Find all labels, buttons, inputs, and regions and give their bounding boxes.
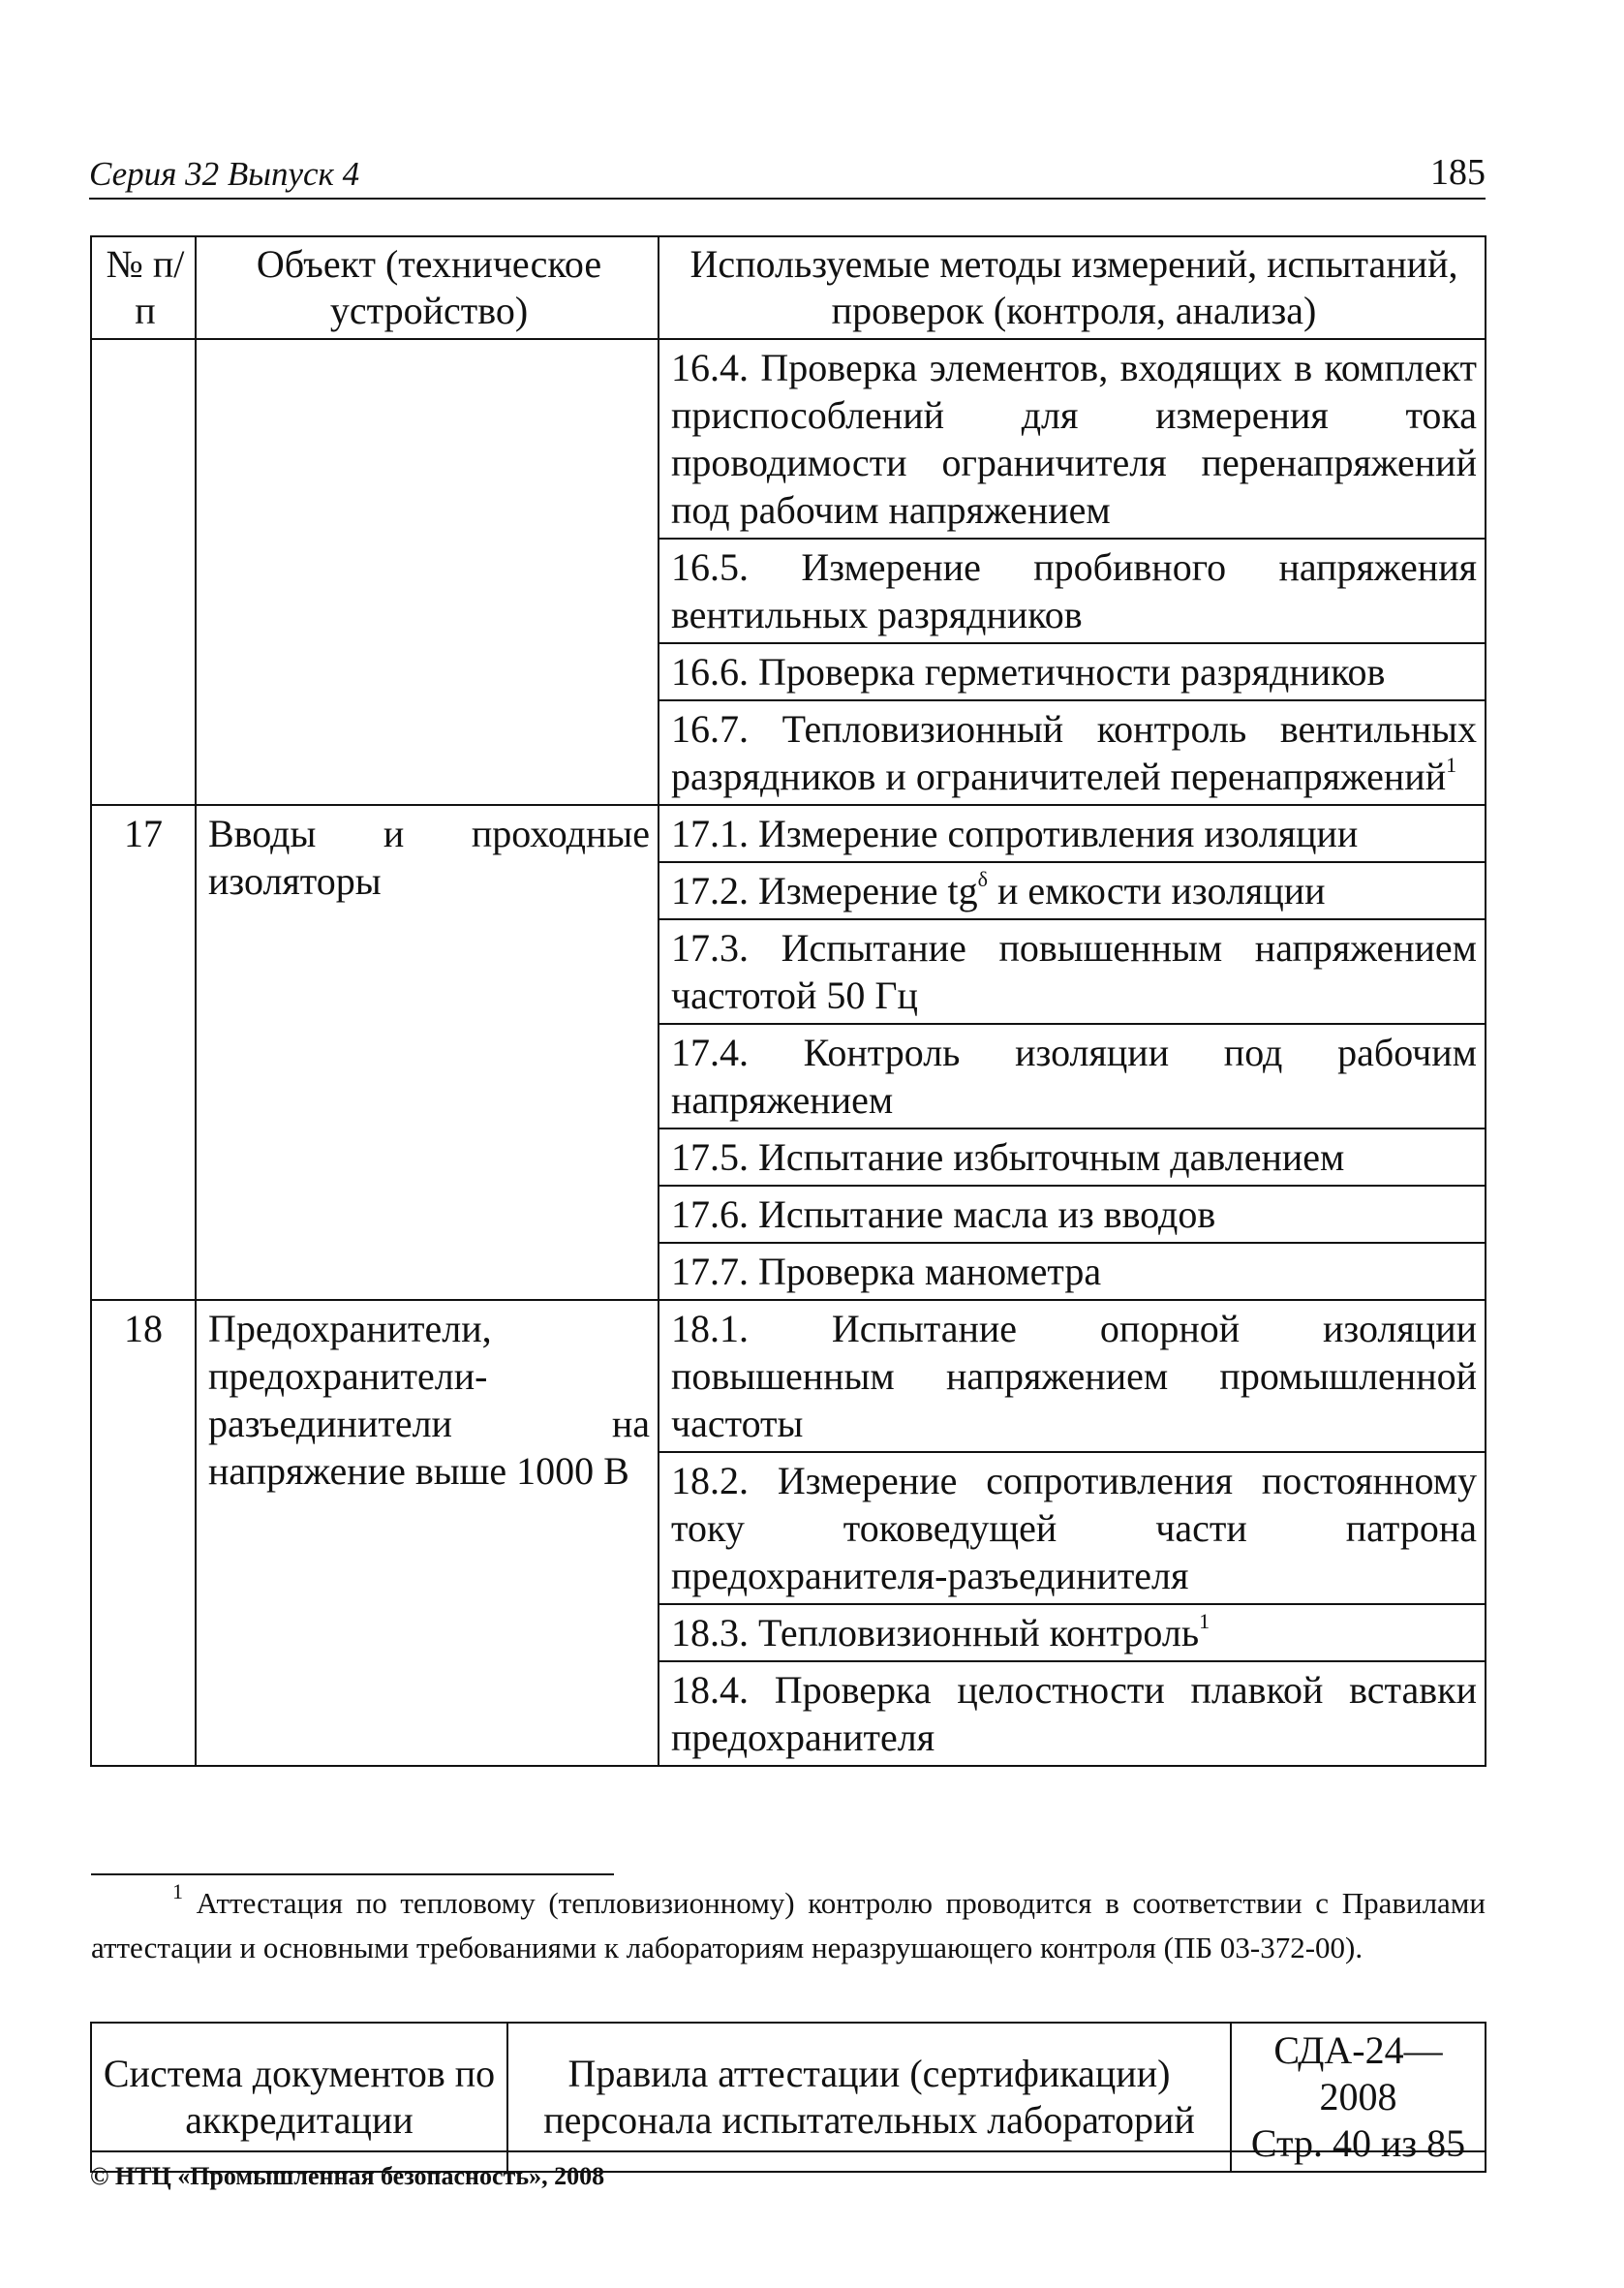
row-object-cell	[196, 339, 659, 805]
footer-divider	[90, 2150, 1485, 2152]
column-header-number: № п/п	[91, 236, 196, 339]
footnote	[91, 1878, 1486, 1970]
row-number-cell: 18	[91, 1300, 196, 1766]
method-cell: 17.4. Контроль изоляции под рабочим напряжением	[659, 1024, 1486, 1129]
method-cell: 16.4. Проверка элементов, входящих в комплект приспособлений для измерения тока проводимости ограничителя перенапряжений под рабочим напряжением	[659, 339, 1486, 539]
row-number-cell	[91, 339, 196, 805]
method-text: 16.7. Тепловизионный контроль вентильных разрядников и ограничителей перенапряжений	[671, 707, 1477, 798]
info-row	[91, 2023, 1486, 2172]
method-cell: 17.5. Испытание избыточным давлением	[659, 1129, 1486, 1186]
method-cell: 18.4. Проверка целостности плавкой вставки предохранителя	[659, 1661, 1486, 1766]
footnote-text: Аттестация по тепловому (тепловизионному) контролю проводится в соответствии с Правилами аттестации и основными требованиями к лабораториям неразрушающего контроля (ПБ 03-372-00).	[91, 1886, 1486, 1964]
footnote-ref: 1	[1446, 752, 1457, 777]
method-cell: 18.1. Испытание опорной изоляции повышенным напряжением промышленной частоты	[659, 1300, 1486, 1452]
row-number-cell: 17	[91, 805, 196, 1300]
document-code-cell	[1231, 2023, 1486, 2172]
method-cell	[659, 862, 1486, 919]
table-row	[91, 1300, 1486, 1452]
method-cell	[659, 700, 1486, 805]
method-cell: 16.5. Измерение пробивного напряжения вентильных разрядников	[659, 539, 1486, 643]
footnote-divider	[91, 1873, 614, 1875]
document-system: Система документов по аккредитации	[91, 2023, 507, 2172]
document-code: СДА-24—2008	[1273, 2028, 1443, 2118]
method-cell: 16.6. Проверка герметичности разрядников	[659, 643, 1486, 700]
method-text: 17.2. Измерение tg	[671, 869, 978, 912]
table-row	[91, 805, 1486, 862]
document-title: Правила аттестации (сертификации) персонала испытательных лабораторий	[507, 2023, 1231, 2172]
method-cell	[659, 1604, 1486, 1661]
table-row	[91, 339, 1486, 539]
methods-table	[90, 235, 1486, 1767]
column-header-object: Объект (техническое устройство)	[196, 236, 659, 339]
method-text: 18.3. Тепловизионный контроль	[671, 1611, 1200, 1654]
footnote-ref: 1	[1199, 1608, 1210, 1633]
table-header-row	[91, 236, 1486, 339]
row-object-cell: Вводы и проходные изоляторы	[196, 805, 659, 1300]
page-number: 185	[1430, 152, 1486, 193]
running-header	[89, 141, 1486, 200]
column-header-methods: Используемые методы измерений, испытаний, проверок (контроля, анализа)	[659, 236, 1486, 339]
copyright: © НТЦ «Промышленная безопасность», 2008	[90, 2162, 605, 2190]
method-cell: 17.6. Испытание масла из вводов	[659, 1186, 1486, 1243]
method-cell: 18.2. Измерение сопротивления постоянному току токоведущей части патрона предохранителя-разъединителя	[659, 1452, 1486, 1604]
footnote-marker: 1	[172, 1878, 183, 1903]
row-object-cell: Предохранители, предохранители-разъединители на напряжение выше 1000 В	[196, 1300, 659, 1766]
method-text-suffix: и емкости изоляции	[988, 869, 1326, 912]
method-cell: 17.7. Проверка манометра	[659, 1243, 1486, 1300]
page-count: Стр. 40 из 85	[1250, 2121, 1466, 2165]
method-cell: 17.3. Испытание повышенным напряжением частотой 50 Гц	[659, 919, 1486, 1024]
delta-mark: δ	[977, 866, 988, 891]
series-title: Серия 32 Выпуск 4	[89, 155, 360, 193]
method-cell: 17.1. Измерение сопротивления изоляции	[659, 805, 1486, 862]
